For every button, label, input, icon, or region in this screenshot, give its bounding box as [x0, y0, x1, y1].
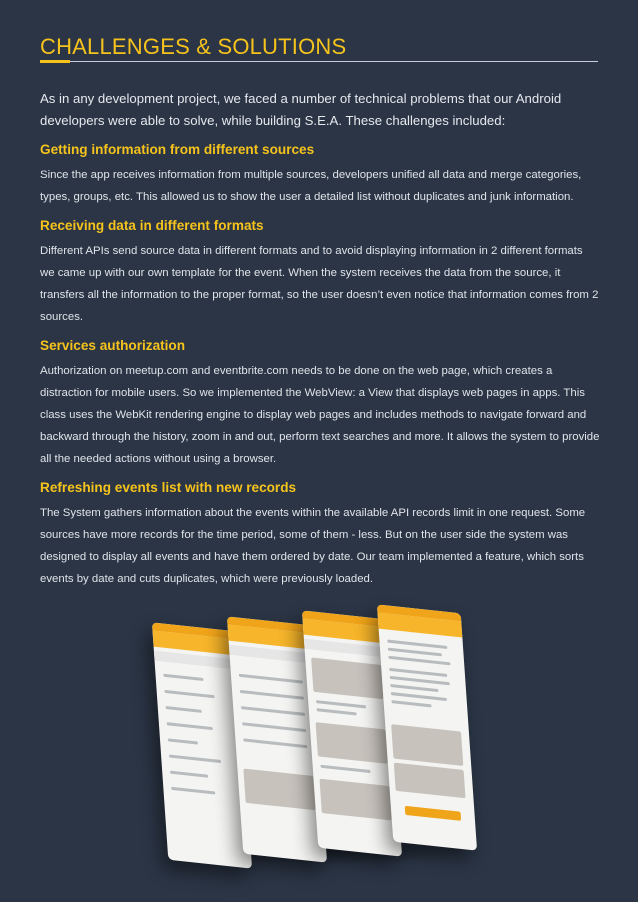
- section-body: Authorization on meetup.com and eventbrite.com needs to be done on the web page, which creates a distraction for mobile users. So we implemented the WebView: a View that displays web pages in apps. This class uses the WebKit rendering engine to display web pages and includes methods to navigate forward and backward through the history, zoom in and out, perform text searches and more. It allows the system to provide all the needed actions without using a browser.: [40, 365, 600, 465]
- phone-mockup-details: [377, 604, 477, 850]
- section-body: Different APIs send source data in different formats and to avoid displaying information in 2 different formats we came up with our own template for the event. When the system receives the data from the source, it transfers all the information to the proper format, so the user doesn’t even notice that information comes from 2 sources.: [40, 245, 599, 323]
- title-divider: [40, 61, 598, 62]
- section-sources: [40, 140, 600, 208]
- title-accent-bar: [40, 60, 70, 63]
- section-heading: Receiving data in different formats: [40, 218, 264, 233]
- section-heading: Getting information from different sources: [40, 142, 315, 157]
- app-screenshots-illustration: [150, 610, 490, 870]
- section-authorization: [40, 336, 600, 470]
- section-heading: Services authorization: [40, 338, 186, 353]
- intro-paragraph: As in any development project, we faced a number of technical problems that our Android developers were able to solve, while building S.E.A. These challenges included:: [40, 91, 562, 128]
- section-body: Since the app receives information from multiple sources, developers unified all data and merge categories, types, groups, etc. This allowed us to show the user a detailed list without duplicates and junk information.: [40, 169, 582, 203]
- page-title: CHALLENGES & SOLUTIONS: [40, 34, 347, 59]
- section-body: The System gathers information about the events within the available API records limit in one request. Some sources have more records for the time period, some of them - less. But on the user side the system was designed to display all events and have them ordered by date. Our team implemented a feature, which sorts events by date and cuts duplicates, which were previously loaded.: [40, 507, 586, 585]
- section-formats: [40, 216, 600, 328]
- content-column: [40, 88, 600, 598]
- section-heading: Refreshing events list with new records: [40, 480, 297, 495]
- section-refreshing: [40, 478, 600, 590]
